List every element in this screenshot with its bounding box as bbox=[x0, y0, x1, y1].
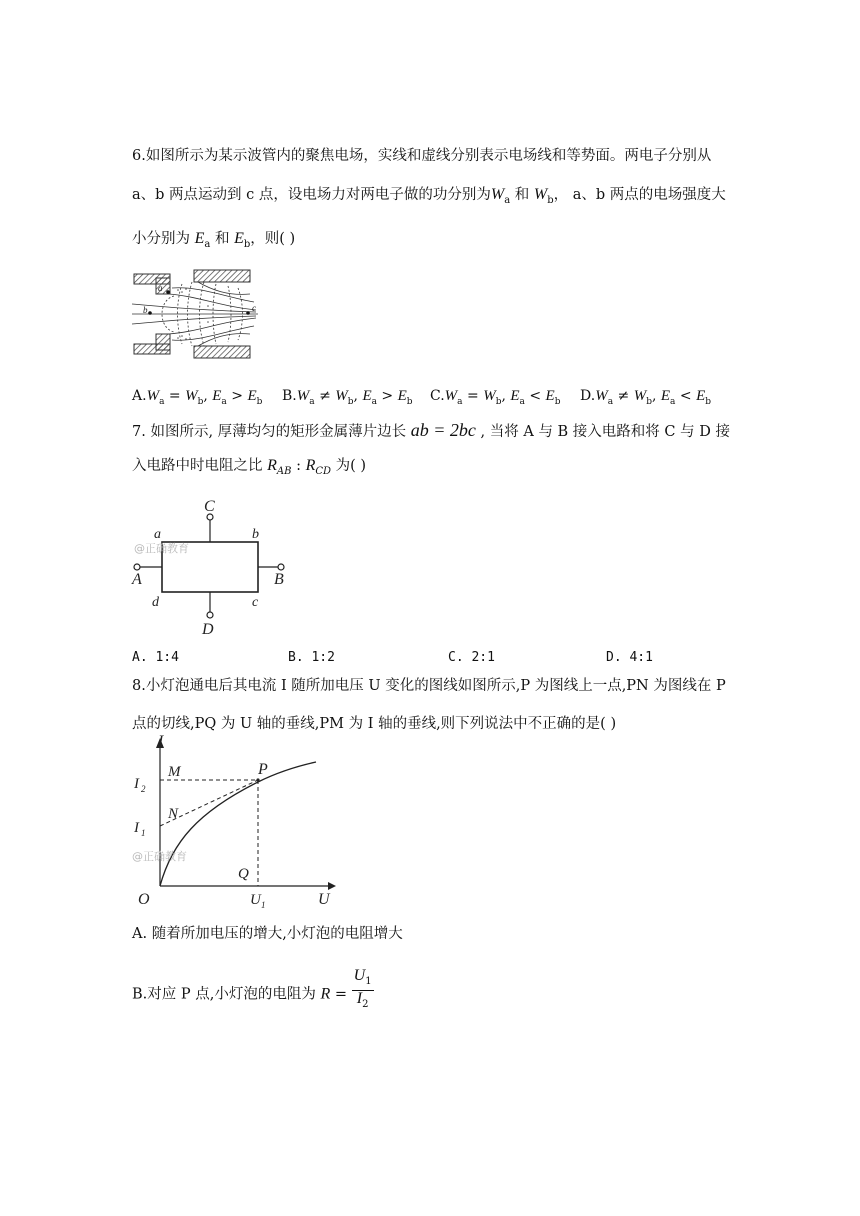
q8-line-1: 8.小灯泡通电后其电流 I 随所加电压 U 变化的图线如图所示,P 为图线上一点,PN 为图线在 P bbox=[132, 678, 726, 694]
ea-sub: a bbox=[204, 238, 211, 250]
q7-terminal-b bbox=[278, 564, 284, 570]
q6-line-2-part1: a、b 两点运动到 c 点，设电场力对两电子做的功分别为 bbox=[132, 187, 491, 203]
rcd-sub: CD bbox=[315, 465, 332, 477]
wb-symbol: W bbox=[533, 186, 548, 203]
q8-label-U1-sub: 1 bbox=[261, 900, 266, 910]
q8-line-2: 点的切线,PQ 为 U 轴的垂线,PM 为 I 轴的垂线,则下列说法中不正确的是( ) bbox=[132, 716, 617, 732]
q8-option-b-text: B.对应 P 点,小灯泡的电阻为 bbox=[132, 986, 321, 1003]
q8-label-M: M bbox=[168, 764, 181, 780]
q8-label-U: U bbox=[318, 891, 330, 908]
q6-option-b-letter: B. bbox=[282, 388, 297, 404]
q8-label-P: P bbox=[258, 761, 268, 778]
fraction-numerator: $U_1$ bbox=[352, 968, 374, 991]
q6-line-2 bbox=[132, 185, 726, 211]
q6-option-c-letter: C. bbox=[430, 388, 445, 404]
wa-symbol: W bbox=[490, 186, 505, 203]
q8-label-I1-sub: 1 bbox=[141, 828, 146, 838]
q6-point-a bbox=[166, 290, 170, 294]
q6-label-b: b bbox=[143, 305, 148, 315]
q7-terminal-d bbox=[207, 612, 213, 618]
fraction-denominator: $I_2$ bbox=[356, 989, 369, 1010]
q6-line-2-part2: ， a、b 两点的电场强度大 bbox=[553, 187, 726, 203]
q8-label-O: O bbox=[138, 891, 150, 908]
ea-symbol: E bbox=[194, 230, 205, 247]
q7-watermark: @正确教育 bbox=[134, 542, 189, 555]
resistance-symbol: R bbox=[320, 985, 331, 1003]
q8-label-I1: I bbox=[134, 820, 139, 836]
q6-line-3-part1: 小分别为 bbox=[132, 231, 195, 247]
q8-label-I: I bbox=[158, 733, 164, 750]
q7-label-A: A bbox=[132, 571, 142, 588]
q7-label-C: C bbox=[204, 498, 215, 515]
q6-point-b bbox=[148, 311, 152, 315]
q7-option-b[interactable]: B. 1:2 bbox=[288, 650, 335, 665]
q7-label-a: a bbox=[154, 527, 161, 542]
q6-line-3-part2: ，则( ) bbox=[250, 231, 296, 247]
rab-symbol: R bbox=[267, 457, 277, 474]
q8-option-a[interactable]: A. 随着所加电压的增大,小灯泡的电阻增大 bbox=[132, 926, 403, 942]
q8-label-U1: U bbox=[250, 892, 261, 908]
q6-option-b[interactable]: $B.W_a \ne W_b$, $E_a > E_b$ bbox=[282, 388, 413, 407]
q7-label-d: d bbox=[152, 595, 159, 610]
q6-field-figure bbox=[128, 266, 260, 362]
q7-line-1-part1: 7. 如图所示, 厚薄均匀的矩形金属薄片边长 bbox=[132, 424, 411, 440]
eb-sub: b bbox=[243, 238, 251, 250]
eb-symbol: E bbox=[234, 230, 244, 247]
equals-sign: = bbox=[330, 986, 352, 1003]
q8-label-I2-sub: 2 bbox=[141, 784, 146, 794]
q7-terminal-a bbox=[134, 564, 140, 570]
q6-option-a-letter: A. bbox=[132, 388, 147, 404]
rcd-symbol: R bbox=[305, 457, 316, 474]
wa-sub: a bbox=[504, 194, 511, 206]
q7-option-d[interactable]: D. 4:1 bbox=[606, 650, 653, 665]
q7-label-c: c bbox=[252, 595, 259, 610]
wb-sub: b bbox=[547, 194, 554, 206]
q8-option-b[interactable] bbox=[132, 967, 374, 1017]
q7-line-2-part1: 入电路中时电阻之比 bbox=[132, 458, 268, 474]
q6-option-d-letter: D. bbox=[580, 388, 596, 404]
q7-line-1 bbox=[132, 420, 730, 442]
rab-sub: AB bbox=[276, 465, 292, 477]
q7-line-2-part2: 为( ) bbox=[331, 458, 367, 474]
q6-option-a[interactable]: $A.W_a = W_b$, $E_a > E_b$ bbox=[132, 388, 263, 407]
q8-point-p bbox=[256, 778, 259, 781]
q8-label-I2: I bbox=[134, 776, 139, 792]
q6-point-c bbox=[246, 311, 250, 315]
q6-option-c[interactable]: $C.W_a = W_b$, $E_a < E_b$ bbox=[430, 388, 561, 407]
q7-option-c[interactable]: C. 2:1 bbox=[448, 650, 495, 665]
ratio-colon: : bbox=[291, 458, 306, 474]
q7-line-1-part2: , 当将 A 与 B 接入电路和将 C 与 D 接 bbox=[475, 424, 730, 440]
q7-rectangle-figure bbox=[128, 494, 298, 640]
q7-option-a[interactable]: A. 1:4 bbox=[132, 650, 179, 665]
q6-line-1: 6.如图所示为某示波管内的聚焦电场，实线和虚线分别表示电场线和等势面。两电子分别从 bbox=[132, 148, 712, 164]
q8-label-N: N bbox=[168, 806, 179, 822]
q8-watermark: @正确教育 bbox=[132, 850, 187, 863]
q8-label-Q: Q bbox=[238, 866, 249, 882]
and-word: 和 bbox=[210, 231, 235, 247]
q7-label-D: D bbox=[202, 621, 214, 638]
q6-label-c: c bbox=[252, 303, 256, 313]
q7-label-b: b bbox=[252, 527, 259, 542]
q6-label-a: a bbox=[158, 283, 163, 293]
q6-line-3 bbox=[132, 229, 295, 255]
q7-label-B: B bbox=[274, 571, 284, 588]
q8-iu-graph bbox=[128, 732, 340, 912]
and-word: 和 bbox=[510, 187, 534, 203]
q6-option-d[interactable]: $D.W_a \ne W_b$, $E_a < E_b$ bbox=[580, 388, 711, 407]
q8-fraction bbox=[352, 968, 374, 1013]
q7-ab-math: ab = 2bc bbox=[410, 420, 476, 440]
q7-line-2 bbox=[132, 456, 366, 482]
